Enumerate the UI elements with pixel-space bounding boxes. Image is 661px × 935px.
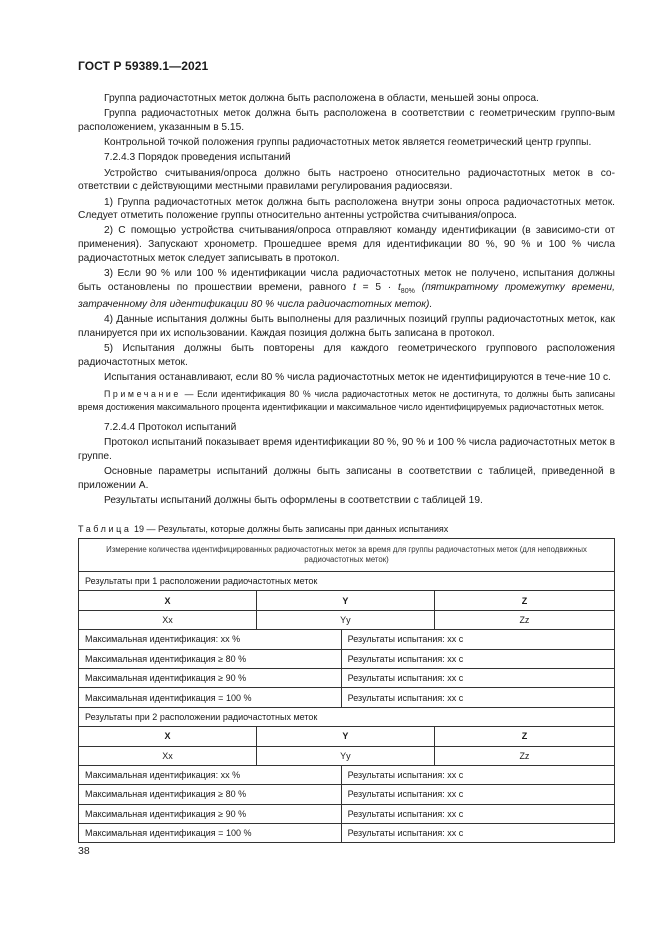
table-cell: Zz: [434, 746, 614, 765]
paragraph: Протокол испытаний показывает время идентификации 80 %, 90 % и 100 % числа радиочастотных меток в группе.: [78, 437, 615, 462]
caption-label: Таблица: [78, 524, 132, 534]
text-fragment: = 5 ·: [355, 281, 398, 293]
table-row: [79, 746, 615, 765]
table-row: [79, 610, 615, 629]
column-header: Y: [256, 727, 434, 746]
table-caption: [78, 524, 448, 534]
table-cell: Результаты испытания: хх с: [341, 688, 614, 707]
section-heading: 7.2.4.4 Протокол испытаний: [104, 421, 237, 433]
table-cell: Максимальная идентификация ≥ 80 %: [79, 785, 342, 804]
table-cell: Максимальная идентификация = 100 %: [79, 688, 342, 707]
table-cell: Результаты испытания: хх с: [341, 785, 614, 804]
caption-text: 19 — Результаты, которые должны быть записаны при данных испытаниях: [131, 524, 449, 534]
formula-subscript: 80%: [400, 287, 415, 295]
table-row: [79, 824, 615, 843]
body-text: [78, 92, 615, 509]
column-header: Y: [256, 591, 434, 610]
column-header: Z: [434, 591, 614, 610]
paragraph: 5) Испытания должны быть повторены для каждого геометрического группового расположения радиочастотных меток.: [78, 343, 615, 368]
table-cell: Yy: [256, 610, 434, 629]
table-row: [79, 649, 615, 668]
table-cell: Максимальная идентификация ≥ 90 %: [79, 804, 342, 823]
paragraph: Группа радиочастотных меток должна быть расположена в области, меньшей зоны опроса.: [104, 93, 539, 104]
table-row: [79, 668, 615, 687]
paragraph: Результаты испытаний должны быть оформлены в соответствии с таблицей 19.: [104, 494, 483, 506]
document-header: ГОСТ Р 59389.1—2021: [78, 59, 209, 73]
table-row: [79, 785, 615, 804]
table-row: [79, 572, 615, 591]
note: [78, 388, 615, 414]
column-header: Z: [434, 727, 614, 746]
table-cell: Максимальная идентификация ≥ 80 %: [79, 649, 342, 668]
column-header: X: [79, 727, 257, 746]
note-label: Примечание: [104, 388, 181, 399]
results-table: [78, 538, 615, 843]
table-row: [79, 727, 615, 746]
table-cell: Xx: [79, 610, 257, 629]
text-fragment: (пятикратному промежутку времени, затраченному для идентификации 80 % числа радиочастотных меток).: [78, 281, 615, 311]
table-cell: Максимальная идентификация = 100 %: [79, 824, 342, 843]
table-cell: Результаты испытания: хх с: [341, 668, 614, 687]
table-row: [79, 688, 615, 707]
paragraph: Основные параметры испытаний должны быть записаны в соответствии с таблицей, приведенной в приложении А.: [78, 465, 615, 491]
table-cell: Результаты испытания: хх с: [341, 824, 614, 843]
group-title: Результаты при 1 расположении радиочастотных меток: [79, 572, 615, 591]
formula-variable: t: [352, 281, 356, 293]
paragraph: 4) Данные испытания должны быть выполнены для различных позиций группы радиочастотных меток, как планируется при их использовании. Каждая позиция должна быть записана в протокол.: [78, 314, 615, 340]
table-row: [79, 707, 615, 726]
table-header-cell: Измерение количества идентифицированных радиочастотных меток за время для группы радиочастотных меток (для неподвижных радиочастотных меток): [79, 539, 615, 572]
paragraph: Группа радиочастотных меток должна быть расположена в соответствии с геометрическим группо-вым расположением, указанным в 5.15.: [78, 108, 615, 133]
paragraph: 1) Группа радиочастотных меток должна быть расположена внутри зоны опроса радиочастотных меток. Следует отметить положение группы относительно антенны устройства считывания/опроса.: [78, 196, 615, 222]
text-fragment: 3) Если 90 % или 100 % идентификации числа радиочастотных меток не получено, испытания должны быть остановлены по прошествии времени, равного: [78, 267, 615, 293]
table-cell: Результаты испытания: хх с: [341, 630, 614, 649]
table-cell: Результаты испытания: хх с: [341, 649, 614, 668]
table-cell: Yy: [256, 746, 434, 765]
table-row: [79, 539, 615, 572]
paragraph: Контрольной точкой положения группы радиочастотных меток является геометрический центр группы.: [104, 137, 592, 149]
paragraph: 2) С помощью устройства считывания/опроса отправляют команду идентификации (в зависимо-сти от применения). Запускают хронометр. Прошедшее время для идентификации 80 %, 90 % и 100 % числа радиочастотных меток следует записывать в протокол.: [78, 225, 615, 264]
table-row: [79, 630, 615, 649]
table-cell: Максимальная идентификация ≥ 90 %: [79, 668, 342, 687]
section-heading: 7.2.4.3 Порядок проведения испытаний: [104, 152, 291, 164]
table-cell: Xx: [79, 746, 257, 765]
note-text: — Если идентификация 80 % числа радиочастотных меток не достигнута, то должны быть записаны время достижения максимального процента идентификации и максимальное число идентифицируемых радиочастотных меток.: [78, 388, 615, 412]
column-header: X: [79, 591, 257, 610]
table-cell: Результаты испытания: хх с: [341, 804, 614, 823]
paragraph: Устройство считывания/опроса должно быть настроено относительно радиочастотных меток в со-ответствии с действующими местными правилами регулирования радиосвязи.: [78, 167, 615, 193]
formula-variable: t: [397, 281, 401, 293]
table-cell: Максимальная идентификация: хх %: [79, 630, 342, 649]
page-number: 38: [78, 845, 90, 857]
paragraph: [78, 267, 615, 312]
table-row: [79, 804, 615, 823]
table-cell: Zz: [434, 610, 614, 629]
table-cell: Максимальная идентификация: хх %: [79, 765, 342, 784]
paragraph: Испытания останавливают, если 80 % числа радиочастотных меток не идентифицируются в тече-ние 10 с.: [104, 372, 611, 384]
table-row: [79, 765, 615, 784]
table-cell: Результаты испытания: хх с: [341, 765, 614, 784]
table-row: [79, 591, 615, 610]
group-title: Результаты при 2 расположении радиочастотных меток: [79, 707, 615, 726]
